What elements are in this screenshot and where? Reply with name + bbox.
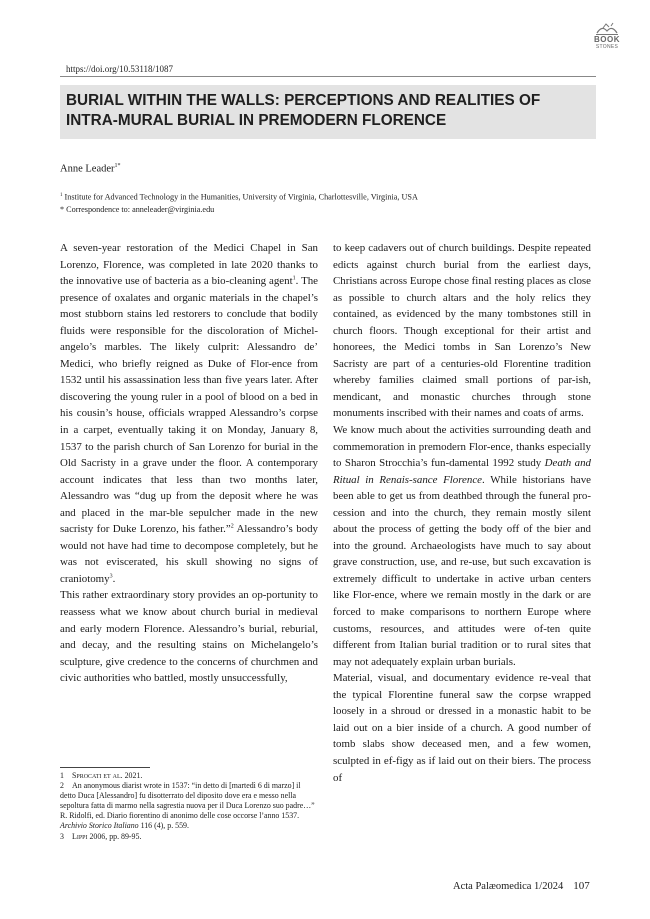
page-footer bbox=[453, 880, 590, 892]
book-logo-icon bbox=[594, 22, 620, 36]
paragraph: A seven-year restoration of the Medici Chapel in San Lorenzo, Florence, was completed in late 2020 thanks to the innovative use of bacteria as a bio-cleaning agent$^1$. The presence of oxalates and organic materials in the chapel’s most stubborn stains led restorers to conclude that bodily fluids were responsible for the discoloration of Michel-angelo’s marbles. The likely culprit: Alessandro de’ Medici, who briefly reigned as Duke of Flor-ence from 1532 until his assassination less than five years later. After discovering the young ruler in a pool of blood on a bed in his cousin’s house, officials wrapped Alessandro’s corpse in a carpet, eventually taking it on Monday, January 8, 1537 to the parish church of San Lorenzo for burial in the Old Sacristy in a grave under the floor. A contemporary account indicates that less than two months later, Alessandro was “dug up from the deposit where he was and placed in the mar-ble sepulcher made in the new sacristy for Duke Lorenzo, his father.”$^2$ Alessandro’s body would not have had time to decompose completely, but he was not eviscerated, his skull showing no signs of craniotomy$^3$. bbox=[60, 242, 319, 585]
author-name: Anne Leader bbox=[60, 163, 115, 175]
paragraph: to keep cadavers out of church buildings. Despite repeated edicts against church burial from the earliest days, Christians across Europe chose final resting places as close as possible to church altars and the holy relics they contained, as evidenced by the many tombstones still in church floors. Though exceptional for their artist and honorees, the Medici tombs in San Lorenzo’s New Sacristy are part of a centuries-old Florentine tradition whereby families claimed small portions of par-ish, mendicant, and monastic churches through stone monuments inscribed with their names and coats of arms. bbox=[333, 242, 591, 420]
paragraph: We know much about the activities surrounding death and commemoration in premodern Flor-ence, thanks especially to Sharon Strocchia’s fun-damental 1992 study Death and Ritual in Renais-sance Florence. While historians have been able to get us from deathbed through the funeral pro-cession and into the church, they remain mostly silent about the process of getting the body off of the bier and into the ground. Archaeologists have much to say about grave construction, use, and re-use, but such excavation is extremely difficult to undertake in active urban centers like Flor-ence, where we remain mostly in the dark or are forced to make comparisons to northern Europe where customs, resources, and attitudes were of-ten quite different from Italian burial tradition or to rural sites that may not adequately explain urban burials. bbox=[333, 424, 592, 668]
correspondence-text[interactable]: Correspondence to: anneleader@virginia.edu bbox=[66, 204, 215, 214]
logo-text-book: BOOK bbox=[594, 35, 620, 44]
affiliation-mark: 1 bbox=[60, 193, 63, 198]
affiliations bbox=[60, 190, 418, 216]
footnote-item: 2 An anonymous diarist wrote in 1537: “in detto di [martedì 6 di marzo] il detto Duca [Alessandro] fu disotterrato del diposito dove era e messo nella sepoltura fatta di marmo nella sagrestia nuova per il Duca Lorenzo suo padre…” R. Ridolfi, ed. Diario fiorentino di anonimo delle cose occorse l’anno 1537. Archivio Storico Italiano 116 (4), p. 559. bbox=[60, 781, 315, 831]
affiliation-text: Institute for Advanced Technology in the Humanities, University of Virginia, Charlottesville, Virginia, USA bbox=[64, 192, 418, 202]
paragraph: This rather extraordinary story provides an op-portunity to reassess what we know about church burial in medieval and early modern Florence. Alessandro’s burial, reburial, and decay, and the resulting stains on Michelangelo’s sculpture, give credence to the concerns of churchmen and civic authorities who battled, mostly unsuccessfully, bbox=[60, 589, 318, 685]
footnote-ref[interactable]: 1 bbox=[292, 275, 296, 282]
page-number: 107 bbox=[573, 880, 590, 892]
book-stones-logo bbox=[590, 22, 624, 50]
journal-name: Acta Palæomedica 1/2024 bbox=[453, 881, 564, 892]
footnote-item: 1 Sprocati et al. 2021. bbox=[60, 771, 143, 780]
article-title: BURIAL WITHIN THE WALLS: PERCEPTIONS AND REALITIES OF INTRA-MURAL BURIAL IN PREMODERN FLORENCE bbox=[66, 92, 541, 129]
logo-text-stones: STONES bbox=[595, 44, 619, 50]
paragraph: Material, visual, and documentary evidence re-veal that the typical Florentine funeral saw the corpse wrapped loosely in a shroud or dressed in a monastic habit to be laid out on a bier inside of a church. A good number of tomb slabs show deceased men, and a few women, sculpted in ef-figy as if laid out on their biers. The process of bbox=[333, 672, 591, 784]
header-divider bbox=[60, 76, 596, 77]
body-column-right bbox=[333, 240, 591, 786]
author-marks: 1* bbox=[114, 163, 121, 169]
body-column-left bbox=[60, 240, 318, 687]
footnote-ref[interactable]: 2 bbox=[230, 523, 234, 530]
correspondence bbox=[60, 204, 418, 216]
footnote-divider bbox=[60, 767, 150, 768]
author-line bbox=[60, 163, 121, 175]
footnote-ref[interactable]: 3 bbox=[109, 573, 113, 580]
footnotes bbox=[60, 771, 318, 842]
correspondence-mark: * bbox=[60, 204, 65, 214]
footnote-item: 3 Lippi 2006, pp. 89-95. bbox=[60, 831, 142, 841]
affiliation-1 bbox=[60, 190, 418, 204]
cited-book-title: Death and Ritual in Renais-sance Florence bbox=[333, 457, 591, 486]
doi-link[interactable]: https://doi.org/10.53118/1087 bbox=[66, 64, 174, 74]
